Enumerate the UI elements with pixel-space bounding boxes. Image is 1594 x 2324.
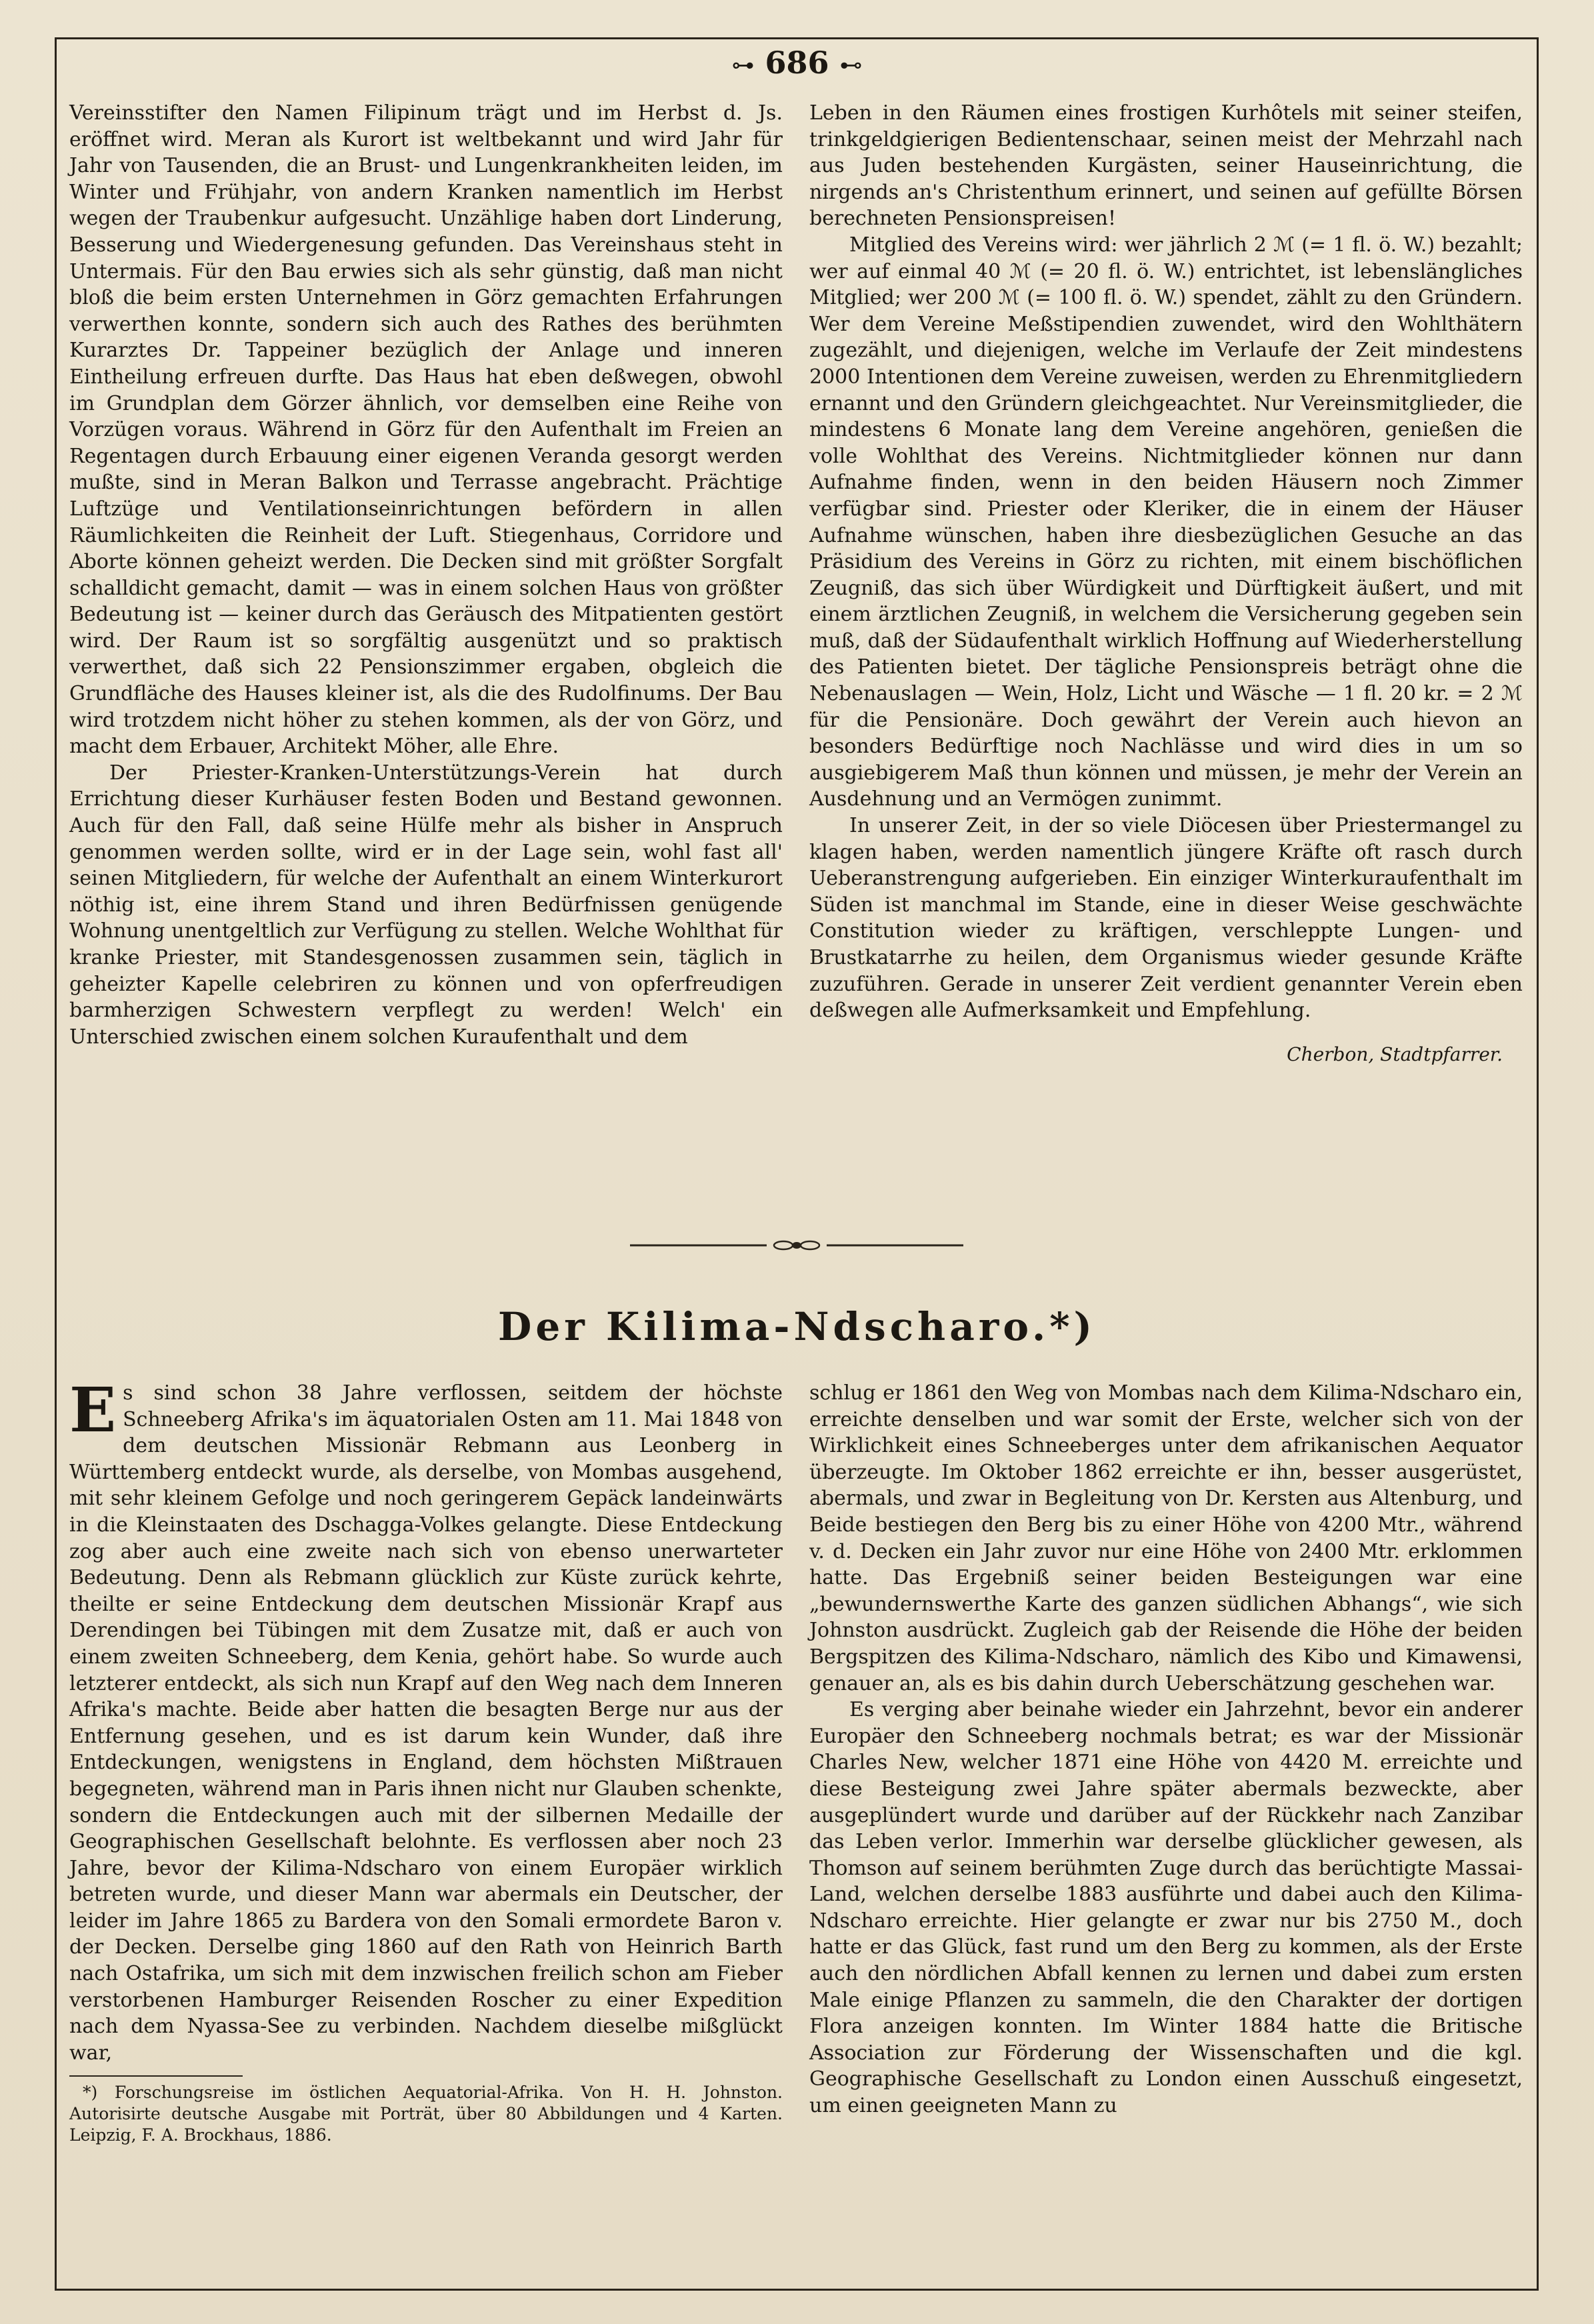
footnote-rule bbox=[69, 2075, 243, 2077]
header-ornament-left: ⊶ bbox=[731, 52, 755, 79]
paragraph: In unserer Zeit, in der so viele Diöcesen über Priestermangel zu klagen haben, werden namentlich jüngere Kräfte oft rasch durch Ueberanstrengung aufgerieben. Ein einziger Winterkuraufenthalt im Süden ist manchmal im Stande, eine in dieser Weise geschwächte Constitution wieder zu kräftigen, verschleppte Lungen- und Brustkatarrhe zu heilen, dem Organismus wieder gesunde Kräfte zuzuführen. Gerade in unserer Zeit verdient genannter Verein eben deßwegen alle Aufmerksamkeit und Empfehlung. bbox=[809, 814, 1523, 1023]
section-divider-ornament bbox=[630, 1239, 963, 1252]
author-signature: Cherbon, Stadtpfarrer. bbox=[1287, 1043, 1503, 1065]
paragraph: Leben in den Räumen eines frostigen Kurhôtels mit seiner steifen, trinkgeldgierigen Bedientenschaar, seinen meist der Mehrzahl nach aus Juden bestehenden Kurgästen, seiner Hauseinrichtung, die nirgends an's Christenthum erinnert, und seinen auf gefüllte Börsen berechneten Pensionspreisen! bbox=[809, 101, 1523, 231]
drop-cap: E bbox=[69, 1374, 117, 1446]
kilima-left-column bbox=[69, 1374, 783, 2240]
article-title: Der Kilima-Ndscharo.*) bbox=[498, 1304, 1096, 1349]
header-ornament-right: ⊷ bbox=[839, 52, 863, 79]
top-left-column bbox=[69, 100, 783, 1187]
page-header bbox=[0, 44, 1594, 84]
paragraph: Mitglied des Vereins wird: wer jährlich 2 ℳ (= 1 fl. ö. W.) bezahlt; wer auf einmal 40 ℳ (= 20 fl. ö. W.) entrichtet, ist lebenslängliches Mitglied; wer 200 ℳ (= 100 fl. ö. W.) spendet, zählt zu den Gründern. Wer dem Vereine Meßstipendien zuwendet, wird den Wohlthätern zugezählt, und diejenigen, welche im Verlaufe der Zeit mindestens 2000 Intentionen dem Vereine zuweisen, werden zu Ehrenmitgliedern ernannt und den Gründern gleichgeachtet. Nur Vereinsmitglieder, die mindestens 6 Monate lang dem Vereine angehören, genießen die volle Wohlthat des Vereins. Nichtmitglieder können nur dann Aufnahme finden, wenn in den beiden Häusern noch Zimmer verfügbar sind. Priester oder Kleriker, die in einem der Häuser Aufnahme wünschen, haben ihre diesbezüglichen Gesuche an das Präsidium des Vereins in Görz zu richten, mit einem bischöflichen Zeugniß, das sich über Würdigkeit und Dürftigkeit äußert, und mit einem ärztlichen Zeugniß, in welchem die Versicherung gegeben sein muß, daß der Südaufenthalt wirklich Hoffnung auf Wiederherstellung des Patienten bietet. Der tägliche Pensionspreis beträgt ohne die Nebenauslagen — Wein, Holz, Licht und Wäsche — 1 fl. 20 kr. = 2 ℳ für die Pensionäre. Doch gewährt der Verein auch hievon an besonders Bedürftige noch Nachlässe und wird dies in um so ausgiebigerem Maß thun können und müssen, je mehr der Verein an Ausdehnung und an Vermögen zunimmt. bbox=[809, 233, 1523, 811]
footnote-text: *) Forschungsreise im östlichen Aequatorial-Afrika. Von H. H. Johnston. Autorisirte deutsche Ausgabe mit Porträt, über 80 Abbildungen und 4 Karten. Leipzig, F. A. Brockhaus, 1886. bbox=[69, 2083, 783, 2145]
footnote bbox=[69, 2082, 783, 2146]
page-number: 686 bbox=[765, 45, 829, 81]
top-article-columns bbox=[69, 100, 1523, 1187]
paragraph: schlug er 1861 den Weg von Mombas nach dem Kilima-Ndscharo ein, erreichte denselben und war somit der Erste, welcher sich von der Wirklichkeit eines Schneeberges unter dem afrikanischen Aequator überzeugte. Im Oktober 1862 erreichte er ihn, besser ausgerüstet, abermals, und zwar in Begleitung von Dr. Kersten aus Altenburg, und Beide bestiegen den Berg bis zu einer Höhe von 4200 Mtr., während v. d. Decken ein Jahr zuvor nur eine Höhe von 2400 Mtr. erklommen hatte. Das Ergebniß seiner beiden Besteigungen war eine „bewundernswerthe Karte des ganzen südlichen Abhangs“, wie sich Johnston ausdrückt. Zugleich gab der Reisende die Höhe der beiden Bergspitzen des Kilima-Ndscharo, nämlich des Kibo und Kimawensi, genauer an, als es bis dahin durch Ueberschätzung geschehen war. bbox=[809, 1381, 1523, 1695]
paragraph: Vereinsstifter den Namen Filipinum trägt und im Herbst d. Js. eröffnet wird. Meran als Kurort ist weltbekannt und wird Jahr für Jahr von Tausenden, die an Brust- und Lungenkrankheiten leiden, im Winter und Frühjahr, von andern Kranken namentlich im Herbst wegen der Traubenkur aufgesucht. Unzählige haben dort Linderung, Besserung und Wiedergenesung gefunden. Das Vereinshaus steht in Untermais. Für den Bau erwies sich als sehr günstig, daß man nicht bloß die beim ersten Unternehmen in Görz gemachten Erfahrungen verwerthen konnte, sondern sich auch des Rathes des berühmten Kurarztes Dr. Tappeiner bezüglich der Anlage und inneren Eintheilung erfreuen durfte. Das Haus hat eben deßwegen, obwohl im Grundplan dem Görzer ähnlich, vor demselben eine Reihe von Vorzügen voraus. Während in Görz für den Aufenthalt im Freien an Regentagen durch Erbauung einer eigenen Veranda gesorgt werden mußte, sind in Meran Balkon und Terrasse angebracht. Prächtige Luftzüge und Ventilationseinrichtungen befördern in allen Räumlichkeiten die Reinheit der Luft. Stiegenhaus, Corridore und Aborte können geheizt werden. Die Decken sind mit größter Sorgfalt schalldicht gemacht, damit — was in einem solchen Haus von größter Bedeutung ist — keiner durch das Geräusch des Mitpatienten gestört wird. Der Raum ist so sorgfältig ausgenützt und so praktisch verwerthet, daß sich 22 Pensionszimmer ergaben, obgleich die Grundfläche des Hauses kleiner ist, als die des Rudolfinums. Der Bau wird trotzdem nicht höher zu stehen kommen, als der von Görz, und macht dem Erbauer, Architekt Möher, alle Ehre. bbox=[69, 101, 783, 759]
paragraph-text: s sind schon 38 Jahre verflossen, seitdem der höchste Schneeberg Afrika's im äquatorialen Osten am 11. Mai 1848 von dem deutschen Missionär Rebmann aus Leonberg in Württemberg entdeckt wurde, als derselbe, von Mombas ausgehend, mit sehr kleinem Gefolge und noch geringerem Gepäck landeinwärts in die Kleinstaaten des Dschagga-Volkes gelangte. Diese Entdeckung zog aber auch eine zweite nach sich von ebenso unerwarteter Bedeutung. Denn als Rebmann glücklich zur Küste zurück kehrte, theilte er seine Entdeckung dem deutschen Missionär Krapf aus Derendingen bei Tübingen mit dem Zusatze mit, daß er auch von einem zweiten Schneeberg, dem Kenia, gehört habe. So wurde auch letzterer entdeckt, als sich nun Krapf auf den Weg nach dem Inneren Afrika's machte. Beide aber hatten die besagten Berge nur aus der Entfernung gesehen, und es ist darum kein Wunder, daß ihre Entdeckungen, wenigstens in England, dem höchsten Mißtrauen begegneten, während man in Paris ihnen nicht nur Glauben schenkte, sondern die Entdeckungen auch mit der silbernen Medaille der Geographischen Gesellschaft belohnte. Es verflossen aber noch 23 Jahre, bevor der Kilima-Ndscharo von einem Europäer wirklich betreten wurde, und dieser Mann war abermals ein Deutscher, der leider im Jahre 1865 zu Bardera von den Somali ermordete Baron v. der Decken. Derselbe ging 1860 auf den Rath von Heinrich Barth nach Ostafrika, um sich mit dem inzwischen freilich schon am Fieber verstorbenen Hamburger Reisenden Roscher zu einer Expedition nach dem Nyassa-See zu verbinden. Nachdem dieselbe mißglückt war, bbox=[69, 1381, 783, 2065]
top-right-column bbox=[809, 100, 1523, 1187]
kilima-article-columns bbox=[69, 1374, 1523, 2240]
kilima-right-column bbox=[809, 1380, 1523, 2240]
paragraph: Der Priester-Kranken-Unterstützungs-Verein hat durch Errichtung dieser Kurhäuser festen Boden und Bestand gewonnen. Auch für den Fall, daß seine Hülfe mehr als bisher in Anspruch genommen werden sollte, wird er in der Lage sein, wohl fast all' seinen Mitgliedern, für welche der Aufenthalt an einem Winterkurort nöthig ist, eine ihrem Stand und ihren Bedürfnissen genügende Wohnung unentgeltlich zur Verfügung zu stellen. Welche Wohlthat für kranke Priester, mit Standesgenossen zusammen sein, täglich in geheizter Kapelle celebriren zu können und von opferfreudigen barmherzigen Schwestern verpflegt zu werden! Welch' ein Unterschied zwischen einem solchen Kuraufenthalt und dem bbox=[69, 761, 783, 1049]
paragraph: Es verging aber beinahe wieder ein Jahrzehnt, bevor ein anderer Europäer den Schneeberg nochmals betrat; es war der Missionär Charles New, welcher 1871 eine Höhe von 4420 M. erreichte und diese Besteigung zwei Jahre später abermals bezweckte, aber ausgeplündert wurde und darüber auf der Rückkehr nach Zanzibar das Leben verlor. Immerhin war derselbe glücklicher gewesen, als Thomson auf seinem berühmten Zuge durch das berüchtigte Massai-Land, welchen derselbe 1883 ausführte und dabei auch den Kilima-Ndscharo erreichte. Hier gelangte er zwar nur bis 2750 M., doch hatte er das Glück, fast rund um den Berg zu kommen, als der Erste auch den nördlichen Abfall kennen zu lernen und dabei zum ersten Male einige Pflanzen zu sammeln, die den Charakter der dortigen Flora anzeigen konnten. Im Winter 1884 hatte die Britische Association zur Förderung der Wissenschaften und die kgl. Geographische Gesellschaft zu London einen Ausschuß eingesetzt, um einen geeigneten Mann zu bbox=[809, 1698, 1523, 2118]
paragraph bbox=[69, 1374, 783, 2066]
